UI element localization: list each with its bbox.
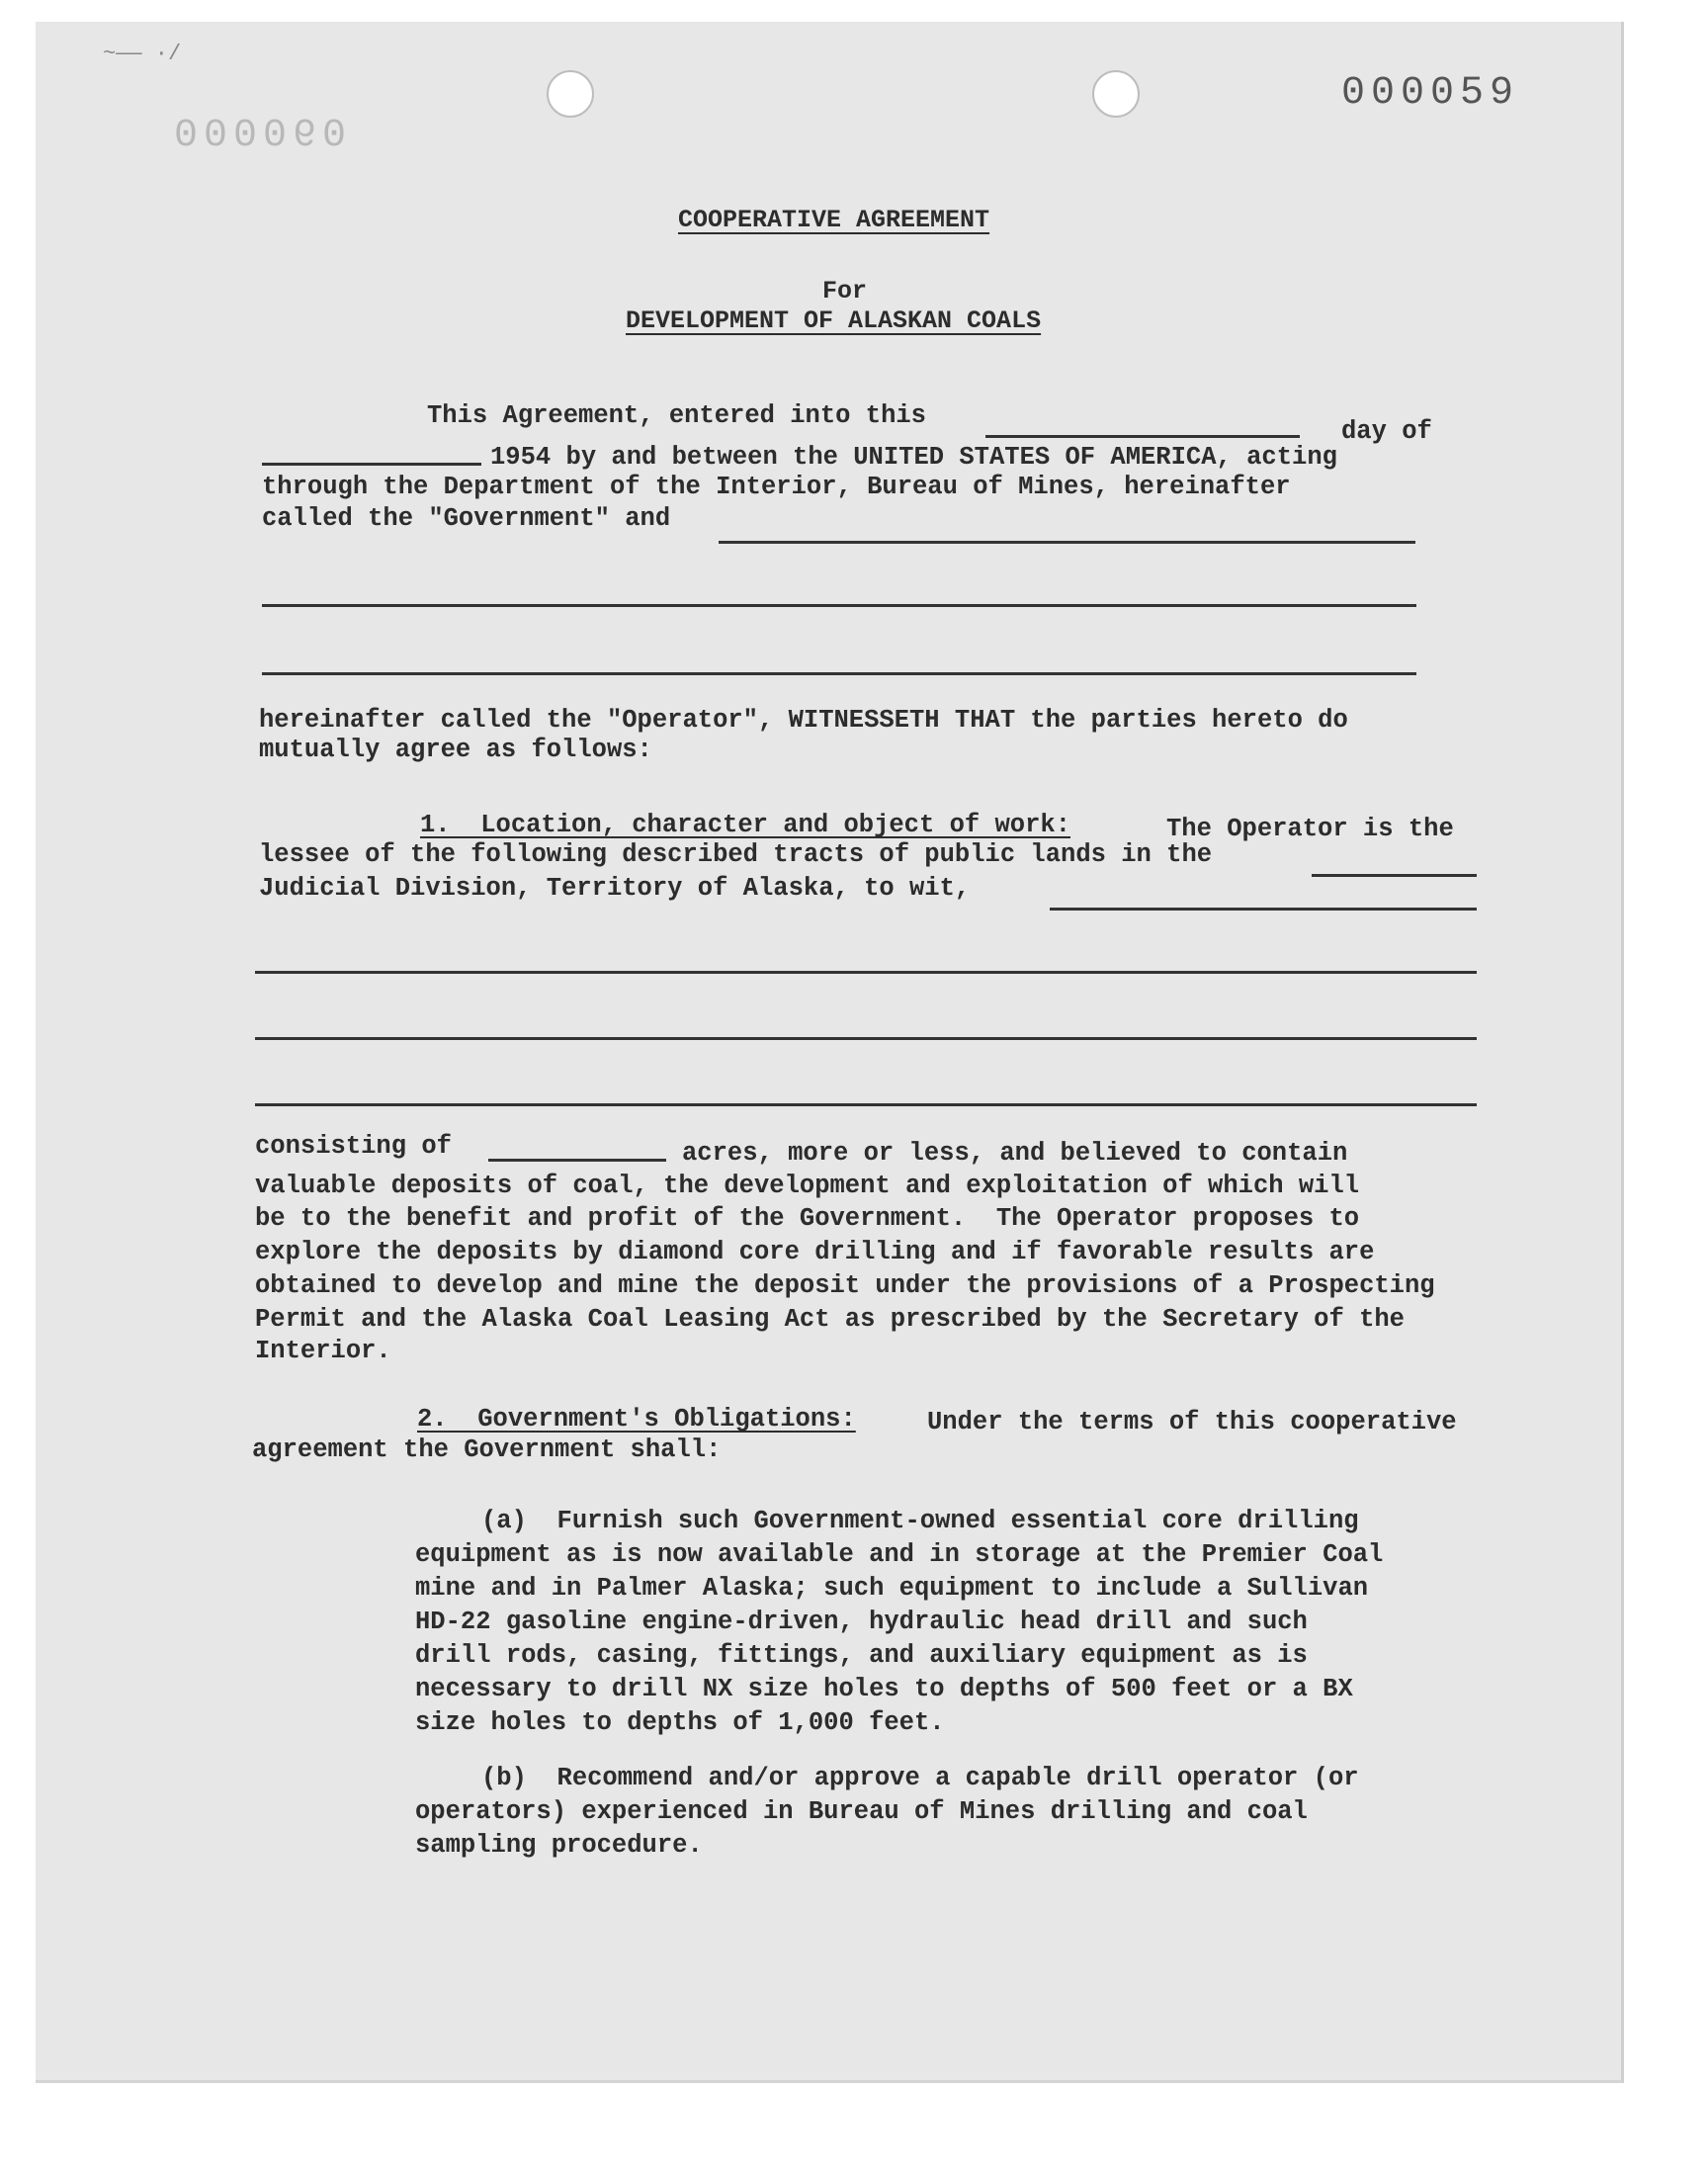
section-2-line-1: Under the terms of this cooperative <box>927 1408 1457 1436</box>
consisting-line-5: obtained to develop and mine the deposit under the provisions of a Prospecting <box>255 1271 1435 1300</box>
consisting-line-3: be to the benefit and profit of the Government. The Operator proposes to <box>255 1204 1360 1233</box>
punch-hole <box>1092 70 1140 118</box>
section-1-heading: 1. Location, character and object of work: <box>420 811 1071 839</box>
section-2-heading: 2. Government's Obligations: <box>417 1405 856 1434</box>
item-b-line-3: sampling procedure. <box>415 1831 703 1860</box>
document-subtitle: DEVELOPMENT OF ALASKAN COALS <box>626 306 1042 335</box>
blank-tract-line-3 <box>255 1037 1477 1040</box>
consisting-line-6: Permit and the Alaska Coal Leasing Act as prescribed by the Secretary of the <box>255 1305 1405 1334</box>
item-a-line-4: HD-22 gasoline engine-driven, hydraulic head drill and such <box>415 1608 1308 1636</box>
item-a-line-2: equipment as is now available and in storage at the Premier Coal <box>415 1540 1384 1569</box>
item-a-line-3: mine and in Palmer Alaska; such equipment to include a Sullivan <box>415 1574 1369 1603</box>
page-number-stamp: 000059 <box>1341 71 1520 116</box>
consisting-line-1b: acres, more or less, and believed to contain <box>682 1139 1348 1168</box>
consisting-line-4: explore the deposits by diamond core drilling and if favorable results are <box>255 1238 1375 1266</box>
blank-month <box>262 463 481 466</box>
consisting-line-7: Interior. <box>255 1337 391 1365</box>
intro-line-3: through the Department of the Interior, Bureau of Mines, hereinafter <box>262 473 1291 501</box>
blank-operator-line-2 <box>262 604 1416 607</box>
document-title: COOPERATIVE AGREEMENT <box>678 206 990 234</box>
item-a-line-5: drill rods, casing, fittings, and auxiliary equipment as is <box>415 1641 1308 1670</box>
consisting-line-2: valuable deposits of coal, the development and exploitation of which will <box>255 1172 1360 1200</box>
section-1-line-3: Judicial Division, Territory of Alaska, to wit, <box>259 874 971 903</box>
blank-tract-line-1 <box>1050 908 1477 911</box>
blank-tract-line-4 <box>255 1103 1477 1106</box>
punch-hole <box>547 70 594 118</box>
intro-line-4: called the "Government" and <box>262 504 671 533</box>
item-b-line-2: operators) experienced in Bureau of Mines drilling and coal <box>415 1797 1308 1826</box>
blank-operator-line-3 <box>262 672 1416 675</box>
blank-judicial-division <box>1312 874 1477 877</box>
blank-acres <box>488 1159 666 1162</box>
item-a-line-7: size holes to depths of 1,000 feet. <box>415 1708 945 1737</box>
blank-tract-line-2 <box>255 971 1477 974</box>
section-1-line-1: The Operator is the <box>1166 815 1454 843</box>
subtitle-for: For <box>822 277 868 305</box>
hereinafter-line-2: mutually agree as follows: <box>259 736 652 764</box>
section-1-line-2: lessee of the following described tracts of public lands in the <box>259 840 1213 869</box>
blank-operator-name <box>719 541 1415 544</box>
item-a-line-6: necessary to drill NX size holes to depths of 500 feet or a BX <box>415 1675 1353 1703</box>
intro-line-1b: day of <box>1341 417 1432 446</box>
section-2-line-2: agreement the Government shall: <box>252 1436 722 1464</box>
item-a-line-1: (a) Furnish such Government-owned essential core drilling <box>481 1507 1359 1535</box>
bleed-through-stamp: 000060 <box>174 107 353 151</box>
intro-line-1a: This Agreement, entered into this <box>427 401 926 430</box>
item-b-line-1: (b) Recommend and/or approve a capable drill operator (or <box>481 1764 1359 1792</box>
pencil-scribble: ~—— ·/ <box>103 42 182 66</box>
blank-day <box>985 435 1300 438</box>
consisting-line-1a: consisting of <box>255 1132 452 1161</box>
intro-line-2: 1954 by and between the UNITED STATES OF AMERICA, acting <box>490 443 1337 472</box>
hereinafter-line-1: hereinafter called the "Operator", WITNESSETH THAT the parties hereto do <box>259 706 1348 735</box>
